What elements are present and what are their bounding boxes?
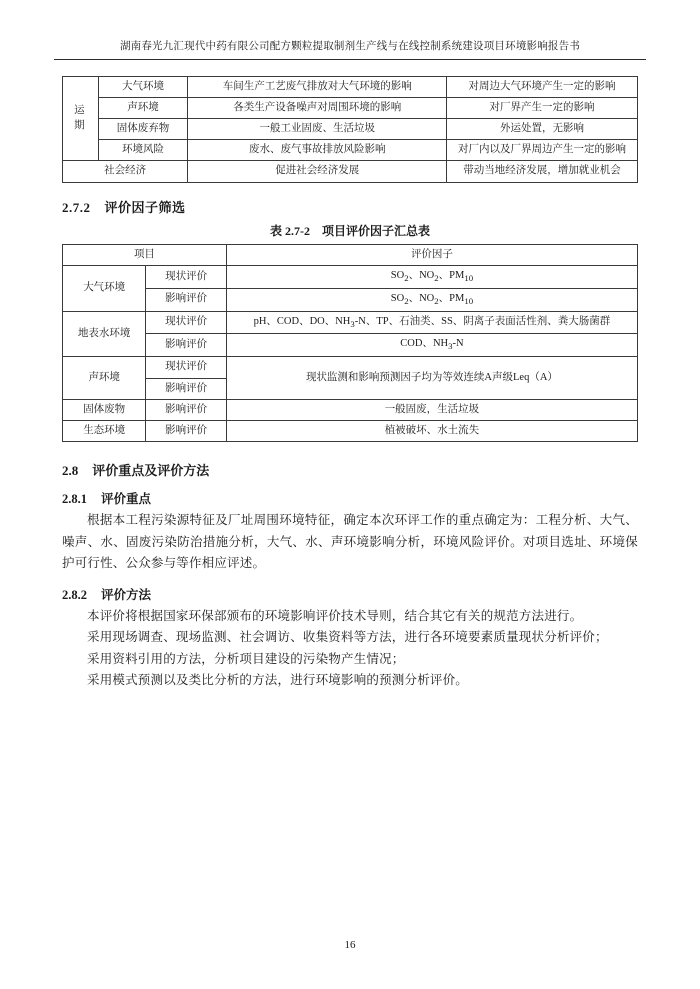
table-row: [63, 357, 638, 378]
table-row: [63, 76, 638, 97]
content-cell: 一般工业固废、生活垃圾: [188, 119, 447, 140]
category-cell: 固体废物: [63, 399, 146, 420]
table-row: [63, 119, 638, 140]
factor-cell: 社会经济: [63, 161, 188, 182]
section-number: 2.7.2: [62, 199, 91, 215]
section-title: 评价方法: [101, 587, 152, 602]
factor-cell: 环境风险: [98, 140, 188, 161]
content-cell: 车间生产工艺废气排放对大气环境的影响: [188, 76, 447, 97]
section-title: 评价因子筛选: [104, 199, 186, 215]
header-cell-factors: 评价因子: [226, 244, 637, 265]
page-number: 16: [344, 939, 356, 951]
section-heading-28: [62, 460, 638, 479]
paragraph-282-4: 采用模式预测以及类比分析的方法，进行环境影响的预测分析评价。: [87, 673, 469, 688]
table-row: [63, 140, 638, 161]
content-cell: 废水、废气事故排放风险影响: [188, 140, 447, 161]
factors-cell: pH、COD、DO、$NH_3-N$、TP、石油类、SS、阴离子表面活性剂、粪大肠菌群: [226, 311, 637, 334]
eval-type-cell: 现状评价: [146, 265, 227, 288]
impact-cell: 对厂内以及厂界周边产生一定的影响: [447, 140, 638, 161]
section-heading-272: [62, 197, 638, 216]
table-caption-number: 表 2.7-2: [269, 223, 310, 238]
impact-cell: 带动当地经济发展，增加就业机会: [447, 161, 638, 182]
section-title: 评价重点及评价方法: [92, 463, 210, 479]
factors-cell: COD、$NH_3-N$: [226, 334, 637, 357]
impact-cell: 外运处置，无影响: [447, 119, 638, 140]
factors-cell: 植被破坏、水土流失: [226, 420, 637, 441]
paragraph-282-1: 本评价将根据国家环保部颁布的环境影响评价技术导则，结合其它有关的规范方法进行。: [87, 608, 583, 623]
factor-cell: 声环境: [98, 97, 188, 118]
section-number: 2.8.2: [62, 587, 87, 602]
impact-cell: 对周边大气环境产生一定的影响: [447, 76, 638, 97]
table-header-row: [63, 244, 638, 265]
table-row: [63, 311, 638, 334]
table-row: [63, 399, 638, 420]
eval-type-cell: 现状评价: [146, 357, 227, 378]
header-cell-project: 项目: [63, 244, 227, 265]
category-cell: 地表水环境: [63, 311, 146, 357]
category-cell: 声环境: [63, 357, 146, 399]
category-cell: 大气环境: [63, 265, 146, 311]
phase-cell: 运 期: [63, 76, 99, 161]
table-caption-text: 项目评价因子汇总表: [321, 223, 430, 238]
paragraph-282-3: 采用资料引用的方法，分析项目建设的污染物产生情况；: [87, 651, 405, 666]
factor-cell: 固体废弃物: [98, 119, 188, 140]
eval-type-cell: 影响评价: [146, 378, 227, 399]
factors-cell: $SO_2$、$NO_2$、$PM_{10}$: [226, 288, 637, 311]
environmental-impact-table: [62, 76, 638, 183]
factors-cell: 一般固废，生活垃圾: [226, 399, 637, 420]
eval-type-cell: 影响评价: [146, 334, 227, 357]
eval-type-cell: 影响评价: [146, 399, 227, 420]
factors-cell: 现状监测和影响预测因子均为等效连续A声级Leq（A）: [226, 357, 637, 399]
factor-cell: 大气环境: [98, 76, 188, 97]
eval-type-cell: 影响评价: [146, 288, 227, 311]
section-number: 2.8: [62, 463, 79, 479]
table-row: [63, 265, 638, 288]
section-heading-281: [62, 489, 638, 507]
category-cell: 生态环境: [63, 420, 146, 441]
section-number: 2.8.1: [62, 492, 87, 507]
eval-type-cell: 影响评价: [146, 420, 227, 441]
table-row: [63, 288, 638, 311]
paragraph-282-2: 采用现场调查、现场监测、社会调访、收集资料等方法，进行各环境要素质量现状分析评价；: [87, 630, 608, 645]
running-header: 湖南春光九汇现代中药有限公司配方颗粒提取制剂生产线与在线控制系统建设项目环境影响报告书: [54, 40, 646, 60]
paragraph-281: 根据本工程污染源特征及厂址周围环境特征，确定本次环评工作的重点确定为：工程分析、大气、噪声、水、固废污染防治措施分析，大气、水、声环境影响分析，环境风险评价。对项目选址、环境保护可行性、公众参与等作相应评述。: [62, 513, 638, 571]
content-cell: 促进社会经济发展: [188, 161, 447, 182]
evaluation-factors-table: [62, 244, 638, 442]
table-row: [63, 420, 638, 441]
table-row: [63, 334, 638, 357]
factors-cell: $SO_2$、$NO_2$、$PM_{10}$: [226, 265, 637, 288]
section-title: 评价重点: [101, 492, 152, 507]
impact-cell: 对厂界产生一定的影响: [447, 97, 638, 118]
table-row: [63, 97, 638, 118]
content-cell: 各类生产设备噪声对周围环境的影响: [188, 97, 447, 118]
section-heading-282: [62, 585, 638, 603]
eval-type-cell: 现状评价: [146, 311, 227, 334]
table-row: [63, 161, 638, 182]
table-caption: [62, 222, 638, 239]
